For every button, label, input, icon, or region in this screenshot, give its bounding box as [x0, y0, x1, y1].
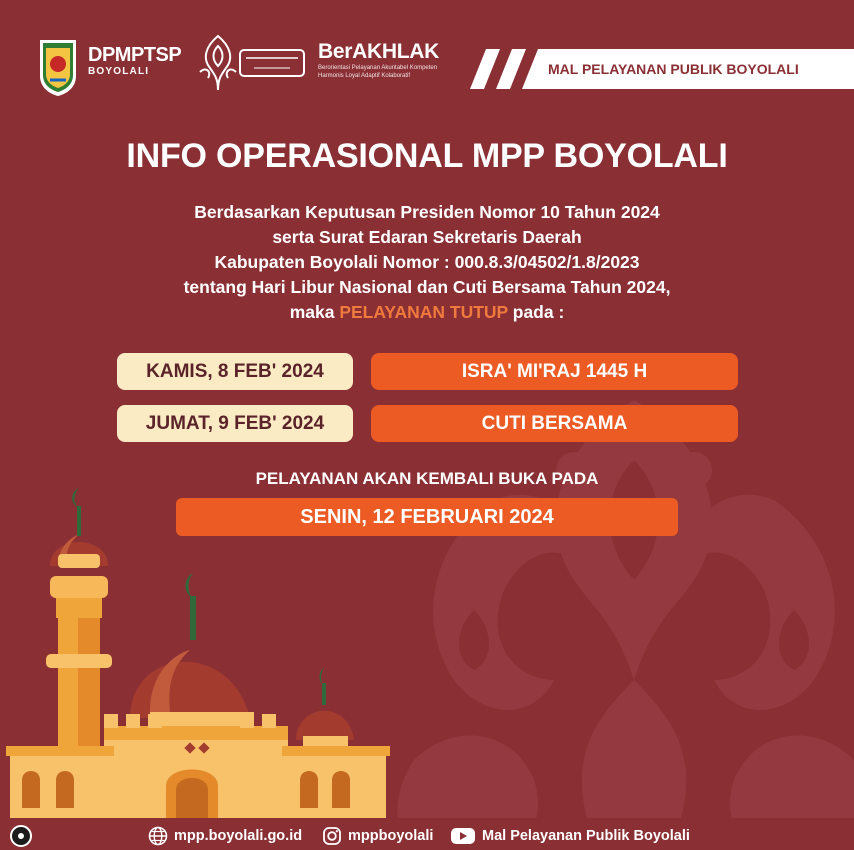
- closure-date-1: KAMIS, 8 FEB' 2024: [117, 353, 353, 390]
- intro-line-4: tentang Hari Libur Nasional dan Cuti Bersama Tahun 2024,: [183, 277, 671, 297]
- footer-instagram[interactable]: [322, 826, 433, 846]
- mosque-illustration: [0, 468, 400, 830]
- intro-line-3: Kabupaten Boyolali Nomor : 000.8.3/04502/1.8/2023: [214, 252, 640, 272]
- reopen-date: SENIN, 12 FEBRUARI 2024: [176, 498, 678, 536]
- footer-website-text: mpp.boyolali.go.id: [174, 828, 303, 844]
- intro-line-2: serta Surat Edaran Sekretaris Daerah: [272, 227, 582, 247]
- closure-date-2: JUMAT, 9 FEB' 2024: [117, 405, 353, 442]
- intro-paragraph: [0, 200, 854, 325]
- footer-youtube[interactable]: [450, 826, 690, 846]
- batik-ornament: [374, 380, 854, 840]
- youtube-icon: [450, 826, 476, 846]
- header-band-label: MAL PELAYANAN PUBLIK BOYOLALI: [548, 61, 799, 77]
- dpmptsp-logo: [88, 44, 192, 84]
- instagram-icon: [322, 826, 342, 846]
- globe-icon: [148, 826, 168, 846]
- page-title: INFO OPERASIONAL MPP BOYOLALI: [126, 137, 728, 175]
- dpmptsp-subtitle: BOYOLALI: [88, 66, 150, 77]
- berakhlak-wordmark: BerAKHLAK: [318, 40, 439, 63]
- footer-instagram-text: mppboyolali: [348, 828, 434, 844]
- closure-event-2: CUTI BERSAMA: [371, 405, 738, 442]
- berakhlak-tagline: Berorientasi Pelayanan Akuntabel Kompeten Harmonis Loyal Adaptif Kolaboratif: [318, 65, 438, 79]
- intro-line-5: maka PELAYANAN TUTUP pada :: [289, 302, 565, 322]
- footer-website[interactable]: [148, 826, 302, 846]
- closure-event-1: ISRA' MI'RAJ 1445 H: [371, 353, 738, 390]
- dpmptsp-title: DPMPTSP: [88, 44, 182, 66]
- footer: [0, 818, 854, 850]
- kabupaten-seal-logo: [36, 36, 80, 98]
- intro-line-1: Berdasarkan Keputusan Presiden Nomor 10 Tahun 2024: [194, 202, 660, 222]
- corner-profile-button[interactable]: [10, 825, 32, 847]
- footer-youtube-text: Mal Pelayanan Publik Boyolali: [482, 828, 690, 844]
- reopen-label: PELAYANAN AKAN KEMBALI BUKA PADA: [255, 469, 599, 488]
- berakhlak-logo: [318, 40, 456, 94]
- closed-highlight: PELAYANAN TUTUP: [339, 302, 508, 322]
- mal-pelayanan-publik-logo: [196, 32, 308, 94]
